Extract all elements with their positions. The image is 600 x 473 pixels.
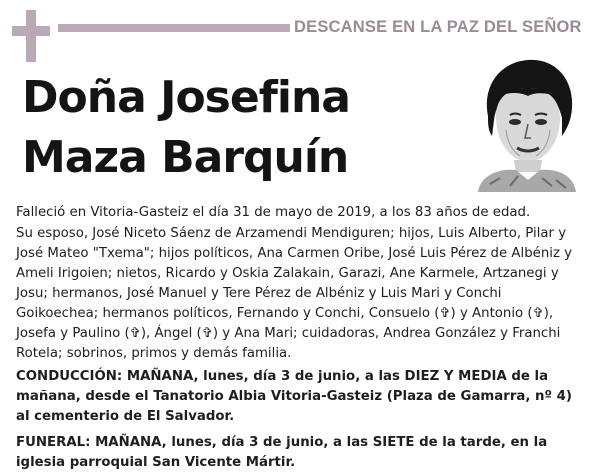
funeral-label: FUNERAL: [16, 435, 91, 450]
header-title: DESCANSE EN LA PAZ DEL SEÑOR [294, 18, 582, 36]
deceased-name-line2: Maza Barquín [22, 132, 349, 183]
funeral-info [16, 433, 584, 473]
portrait-photo [470, 56, 582, 192]
deceased-name-line1: Doña Josefina [22, 72, 350, 123]
header-rule [58, 24, 290, 32]
cross-icon [12, 10, 50, 62]
procession-label: CONDUCCIÓN: [16, 369, 123, 384]
death-statement: Falleció en Vitoria-Gasteiz el día 31 de mayo de 2019, a los 83 años de edad. [16, 205, 531, 220]
notice-body [16, 203, 584, 473]
family-list: Su esposo, José Niceto Sáenz de Arzamendi Mendiguren; hijos, Luis Alberto, Pilar y José Mateo "Txema"; hijos políticos, Ana Carmen Oribe, José Luis Pérez de Albéniz y Ameli Irigoien; nietos, Ricardo y Oskia Zalakain, Garazi, Ane Karmele, Artzanegi y Josu; hermanos, José Manuel y Tere Pérez de Albéniz y Luis Mari y Conchi Goikoechea; hermanos políticos, Fernando y Conchi, Consuelo (✞) y Antonio (✞), Josefa y Paulino (✞), Ángel (✞) y Ana Mari; cuidadoras, Andrea González y Franchi Rotela; sobrinos, primos y demás familia. [16, 226, 573, 361]
procession-details: MAÑANA, lunes, día 3 de junio, a las DIEZ Y MEDIA de la mañana, desde el Tanatorio Albia Vitoria-Gasteiz (Plaza de Gamarra, nº 4) al cementerio de El Salvador. [16, 369, 572, 424]
funeral-details: MAÑANA, lunes, día 3 de junio, a las SIETE de la tarde, en la iglesia parroquial San Vicente Mártir. [16, 435, 548, 470]
procession-info [16, 367, 584, 427]
